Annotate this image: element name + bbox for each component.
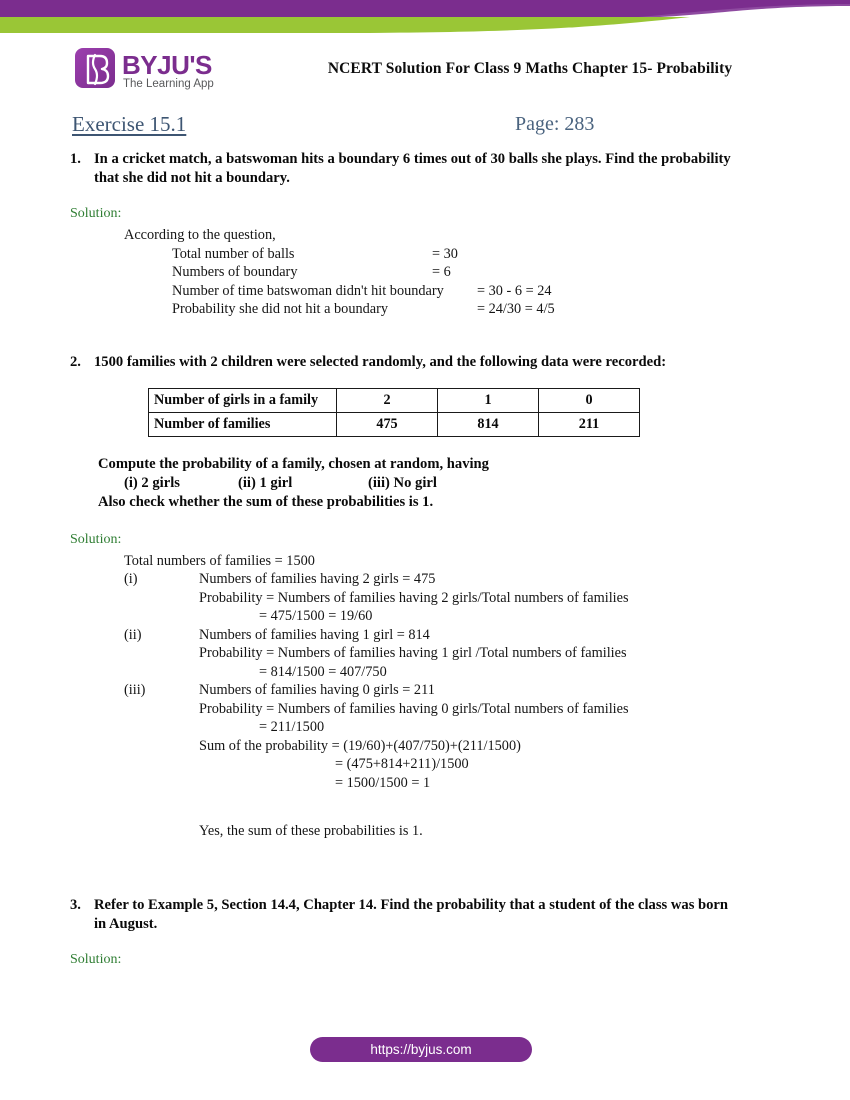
solution-1-row-value: = 6: [432, 264, 451, 280]
byjus-website-link[interactable]: https://byjus.com: [310, 1037, 532, 1062]
solution-body-2: [0, 552, 850, 841]
solution-1-row: [124, 300, 850, 319]
solution-2-sum-line3: = 1500/1500 = 1: [335, 774, 431, 791]
question-2-option: (ii) 1 girl: [238, 474, 293, 491]
solution-1-row-value: = 30: [432, 245, 458, 262]
question-3-number: 3.: [70, 896, 81, 913]
svg-text:The Learning App: The Learning App: [123, 78, 214, 90]
solution-2-part: [124, 626, 850, 645]
solution-2-part-line2: Probability = Numbers of families having 2 girls/Total numbers of families: [199, 589, 629, 606]
question-block-1: [0, 150, 850, 319]
solution-2-part-line1: Numbers of families having 0 girls = 211: [199, 682, 435, 698]
solution-2-total-line: Total numbers of families = 1500: [124, 552, 315, 569]
svg-text:BYJU'S: BYJU'S: [122, 50, 212, 80]
solution-2-sum-line1: Sum of the probability = (19/60)+(407/750)+(211/1500): [199, 737, 521, 754]
solution-1-row: [124, 263, 850, 282]
solution-1-row: [124, 282, 850, 301]
table-row: [149, 412, 640, 436]
solution-2-part-line3: = 211/1500: [259, 719, 325, 735]
solution-2-part-line1: Numbers of families having 1 girl = 814: [199, 626, 430, 643]
question-2-options: [98, 474, 850, 493]
solution-2-part-line2: Probability = Numbers of families having 0 girls/Total numbers of families: [199, 700, 629, 717]
solution-1-row-value: = 24/30 = 4/5: [477, 301, 555, 317]
question-2-prompt: [0, 455, 850, 512]
question-block-3: [0, 896, 850, 968]
table-row: [149, 388, 640, 412]
table-cell: 814: [438, 412, 539, 436]
solution-2-part-roman: (i): [124, 571, 138, 587]
table-cell: 211: [539, 412, 640, 436]
exercise-title: Exercise 15.1: [72, 112, 187, 136]
solution-2-part-line2: Probability = Numbers of families having 1 girl /Total numbers of families: [199, 645, 627, 661]
solution-label-2: Solution:: [70, 531, 122, 547]
solution-label-3: Solution:: [70, 951, 122, 967]
document-header: [0, 44, 850, 100]
solution-2-part: [124, 570, 850, 589]
exercise-heading-row: [0, 112, 850, 144]
table-cell: 2: [337, 388, 438, 412]
question-3-text: Refer to Example 5, Section 14.4, Chapter 14. Find the probability that a student of the class was born in August.: [94, 896, 729, 932]
question-1-number: 1.: [70, 151, 81, 167]
solution-2-conclusion: Yes, the sum of these probabilities is 1.: [199, 823, 423, 839]
solution-1-row-key: Total number of balls: [172, 245, 295, 262]
families-data-table: [148, 388, 640, 437]
table-cell: 475: [337, 412, 438, 436]
solution-2-part: [124, 681, 850, 700]
document-title: NCERT Solution For Class 9 Maths Chapter 15- Probability: [327, 60, 733, 77]
question-3-text-wrap: [0, 896, 850, 934]
solution-1-intro: According to the question,: [124, 227, 276, 243]
question-1-text-wrap: [0, 150, 850, 188]
question-block-2: [0, 353, 850, 841]
table-cell: 1: [438, 388, 539, 412]
question-1-text: In a cricket match, a batswoman hits a boundary 6 times out of 30 balls she plays. Find the probability that she did not hit a boundary.: [94, 151, 731, 186]
content-area: [0, 150, 850, 968]
question-2-text-wrap: [0, 353, 850, 372]
solution-1-row: [124, 245, 850, 264]
page-number-label: Page: 283: [515, 113, 595, 135]
byjus-logo: [74, 46, 222, 94]
table-row-header: Number of families: [149, 412, 337, 436]
question-2-text: 1500 families with 2 children were selected randomly, and the following data were recorded:: [94, 353, 667, 370]
solution-2-part-line3: = 814/1500 = 407/750: [259, 663, 387, 680]
top-decorative-banner: [0, 0, 850, 42]
solution-2-part-line1: Numbers of families having 2 girls = 475: [199, 571, 436, 587]
question-2-prompt-line2: Also check whether the sum of these probabilities is 1.: [98, 493, 434, 510]
solution-body-1: [0, 226, 850, 319]
question-2-option: (iii) No girl: [368, 474, 437, 491]
solution-1-row-key: Number of time batswoman didn't hit boundary: [172, 282, 444, 299]
table-cell: 0: [539, 388, 640, 412]
solution-2-part-roman: (iii): [124, 682, 146, 698]
solution-2-part-roman: (ii): [124, 626, 142, 643]
solution-2-sum-line2: = (475+814+211)/1500: [335, 756, 469, 772]
solution-1-row-key: Numbers of boundary: [172, 264, 298, 280]
solution-1-row-key: Probability she did not hit a boundary: [172, 301, 389, 317]
solution-2-part-line3: = 475/1500 = 19/60: [259, 608, 373, 624]
solution-label-1: Solution:: [70, 206, 122, 221]
question-2-prompt-line1: Compute the probability of a family, chosen at random, having: [98, 455, 489, 472]
families-data-table-wrap: [0, 388, 850, 437]
solution-1-row-value: = 30 - 6 = 24: [477, 282, 552, 299]
question-2-number: 2.: [70, 353, 81, 370]
question-2-option: (i) 2 girls: [124, 474, 180, 491]
table-row-header: Number of girls in a family: [149, 388, 337, 412]
